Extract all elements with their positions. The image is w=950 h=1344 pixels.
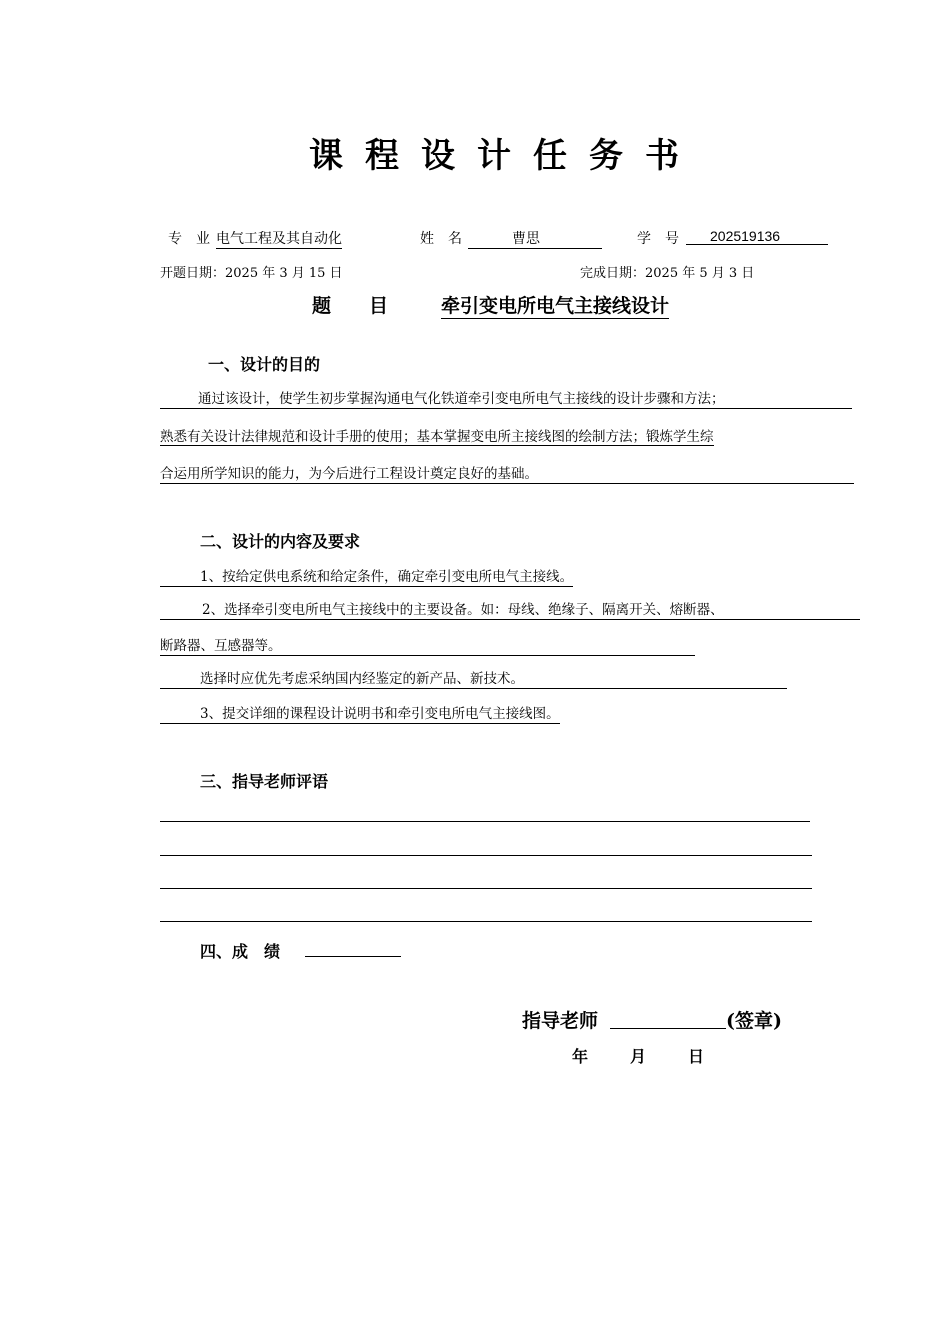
name-value-text: 曹思 xyxy=(468,228,602,249)
section-1-title: 一、设计的目的 xyxy=(208,355,321,374)
section-2-line-1: 1、按给定供电系统和给定条件，确定牵引变电所电气主接线。 xyxy=(160,565,573,587)
name-label: 姓 名 xyxy=(420,231,462,247)
id-value xyxy=(686,228,828,245)
topic-label: 题 目 xyxy=(312,295,389,317)
end-date: 完成日期：2025 年 5 月 3 日 xyxy=(580,266,755,281)
name-value xyxy=(468,228,602,249)
section-2-line-4: 选择时应优先考虑采纳国内经鉴定的新产品、新技术。 xyxy=(160,667,787,689)
comment-rule-3 xyxy=(160,888,812,889)
signature-blank xyxy=(610,1028,726,1029)
section-4-title: 四、成 绩 xyxy=(200,942,281,961)
comment-rule-2 xyxy=(160,855,812,856)
comment-rule-4 xyxy=(160,921,812,922)
section-1-line-2-text: 熟悉有关设计法律规范和设计手册的使用；基本掌握变电所主接线图的绘制方法；锻炼学生综 xyxy=(160,429,714,445)
section-2-title: 二、设计的内容及要求 xyxy=(200,532,361,551)
major-value-text: 电气工程及其自动化 xyxy=(216,228,342,249)
section-1-line-3: 合运用所学知识的能力，为今后进行工程设计奠定良好的基础。 xyxy=(160,462,854,484)
major-value xyxy=(216,228,342,249)
grade-blank xyxy=(305,956,401,957)
comment-rule-1 xyxy=(160,821,810,822)
topic-value-text: 牵引变电所电气主接线设计 xyxy=(441,291,669,319)
section-2-line-5: 3、提交详细的课程设计说明书和牵引变电所电气主接线图。 xyxy=(160,702,560,724)
topic-value xyxy=(441,291,669,319)
date-month: 月 xyxy=(630,1047,647,1066)
section-2-line-3: 断路器、互感器等。 xyxy=(160,634,695,656)
section-3-title: 三、指导老师评语 xyxy=(200,772,329,791)
start-date: 开题日期：2025 年 3 月 15 日 xyxy=(160,266,343,281)
major-label: 专 业 xyxy=(168,231,210,247)
date-year: 年 xyxy=(572,1047,589,1066)
section-1-line-1: 通过该设计，使学生初步掌握沟通电气化铁道牵引变电所电气主接线的设计步骤和方法； xyxy=(160,387,852,409)
id-value-text: 202519136 xyxy=(686,228,828,245)
date-day: 日 xyxy=(688,1047,705,1066)
section-2-line-2: 2、选择牵引变电所电气主接线中的主要设备。如：母线、绝缘子、隔离开关、熔断器、 xyxy=(160,598,860,620)
signature-suffix: (签章) xyxy=(726,1010,782,1032)
section-1-line-2 xyxy=(160,425,852,446)
id-label: 学 号 xyxy=(637,231,679,247)
page-title: 课程设计任务书 xyxy=(309,136,701,176)
signature-label: 指导老师 xyxy=(522,1010,599,1032)
